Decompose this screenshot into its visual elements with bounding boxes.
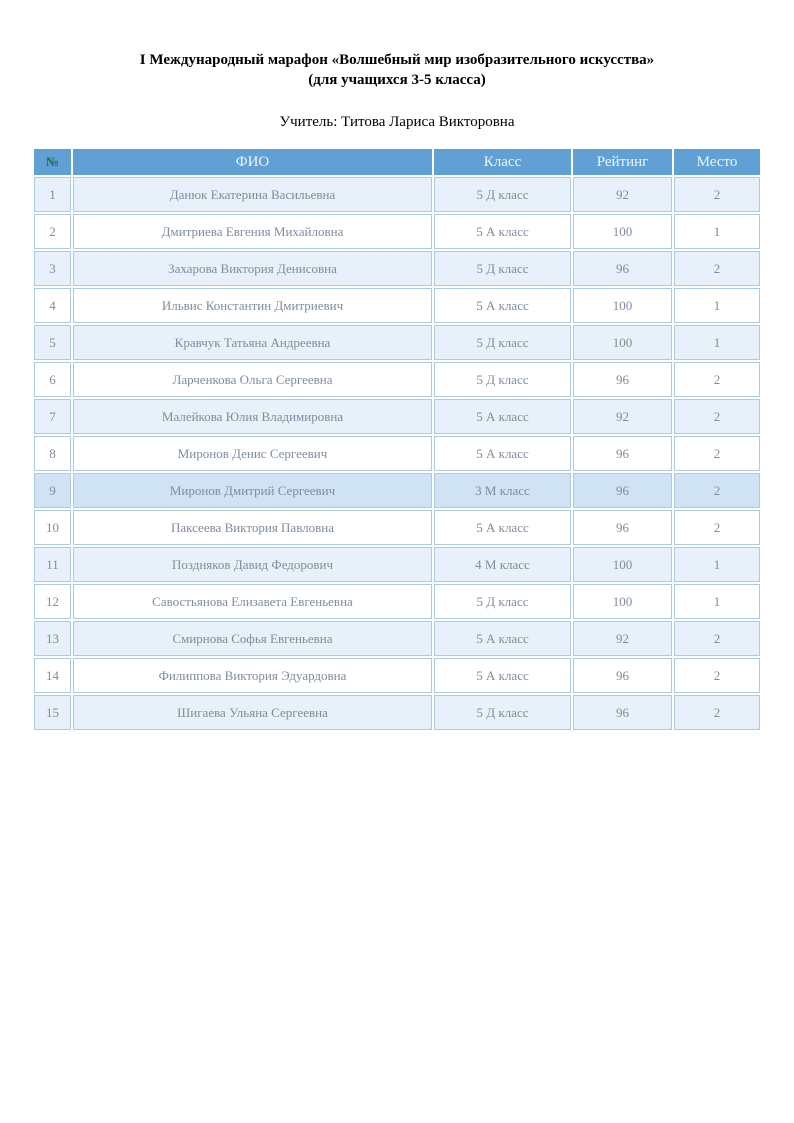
place-cell: 2 xyxy=(674,362,760,397)
student-name-cell: Филиппова Виктория Эдуардовна xyxy=(73,658,432,693)
student-name-cell: Шигаева Ульяна Сергеевна xyxy=(73,695,432,730)
table-row xyxy=(34,362,760,397)
student-name-cell: Данюк Екатерина Васильевна xyxy=(73,177,432,212)
rating-cell: 96 xyxy=(573,510,672,545)
table-row xyxy=(34,177,760,212)
table-row xyxy=(34,251,760,286)
rating-cell: 96 xyxy=(573,251,672,286)
row-number-cell: 2 xyxy=(34,214,71,249)
rating-cell: 92 xyxy=(573,177,672,212)
table-row xyxy=(34,436,760,471)
place-cell: 2 xyxy=(674,695,760,730)
class-cell: 5 Д класс xyxy=(434,362,571,397)
student-name-cell: Кравчук Татьяна Андреевна xyxy=(73,325,432,360)
place-cell: 1 xyxy=(674,547,760,582)
student-name-cell: Ильвис Константин Дмитриевич xyxy=(73,288,432,323)
place-cell: 2 xyxy=(674,621,760,656)
row-number-cell: 9 xyxy=(34,473,71,508)
student-name-cell: Савостьянова Елизавета Евгеньевна xyxy=(73,584,432,619)
student-name-cell: Миронов Денис Сергеевич xyxy=(73,436,432,471)
class-cell: 4 М класс xyxy=(434,547,571,582)
place-cell: 2 xyxy=(674,436,760,471)
title-line-1: I Международный марафон «Волшебный мир изобразительного искусства» xyxy=(139,52,655,68)
class-cell: 5 А класс xyxy=(434,436,571,471)
row-number-cell: 10 xyxy=(34,510,71,545)
class-cell: 5 Д класс xyxy=(434,177,571,212)
results-table-body xyxy=(34,177,760,730)
place-cell: 1 xyxy=(674,288,760,323)
student-name-cell: Смирнова Софья Евгеньевна xyxy=(73,621,432,656)
class-cell: 5 Д класс xyxy=(434,251,571,286)
class-cell: 5 Д класс xyxy=(434,584,571,619)
document-title xyxy=(0,0,794,90)
student-name-cell: Поздняков Давид Федорович xyxy=(73,547,432,582)
rating-cell: 96 xyxy=(573,473,672,508)
row-number-cell: 14 xyxy=(34,658,71,693)
rating-cell: 92 xyxy=(573,621,672,656)
table-row xyxy=(34,214,760,249)
row-number-cell: 8 xyxy=(34,436,71,471)
student-name-cell: Миронов Дмитрий Сергеевич xyxy=(73,473,432,508)
class-cell: 5 Д класс xyxy=(434,695,571,730)
class-cell: 5 А класс xyxy=(434,214,571,249)
table-row xyxy=(34,510,760,545)
class-cell: 5 А класс xyxy=(434,621,571,656)
class-cell: 5 А класс xyxy=(434,658,571,693)
student-name-cell: Захарова Виктория Денисовна xyxy=(73,251,432,286)
table-row xyxy=(34,399,760,434)
place-cell: 2 xyxy=(674,658,760,693)
rating-cell: 96 xyxy=(573,436,672,471)
header-cell-place: Место xyxy=(674,149,760,175)
row-number-cell: 6 xyxy=(34,362,71,397)
header-cell-name: ФИО xyxy=(73,149,432,175)
row-number-cell: 15 xyxy=(34,695,71,730)
place-cell: 2 xyxy=(674,399,760,434)
place-cell: 2 xyxy=(674,510,760,545)
class-cell: 5 А класс xyxy=(434,288,571,323)
rating-cell: 100 xyxy=(573,547,672,582)
table-row xyxy=(34,658,760,693)
rating-cell: 92 xyxy=(573,399,672,434)
student-name-cell: Дмитриева Евгения Михайловна xyxy=(73,214,432,249)
class-cell: 5 Д класс xyxy=(434,325,571,360)
rating-cell: 100 xyxy=(573,325,672,360)
header-cell-class: Класс xyxy=(434,149,571,175)
teacher-line: Учитель: Титова Лариса Викторовна xyxy=(279,114,515,130)
results-table xyxy=(32,147,762,732)
place-cell: 1 xyxy=(674,214,760,249)
rating-cell: 100 xyxy=(573,288,672,323)
row-number-cell: 5 xyxy=(34,325,71,360)
table-row xyxy=(34,584,760,619)
place-cell: 2 xyxy=(674,177,760,212)
rating-cell: 100 xyxy=(573,584,672,619)
table-row xyxy=(34,621,760,656)
rating-cell: 96 xyxy=(573,658,672,693)
rating-cell: 96 xyxy=(573,695,672,730)
table-header-row xyxy=(34,149,760,175)
table-row xyxy=(34,325,760,360)
table-row xyxy=(34,288,760,323)
class-cell: 5 А класс xyxy=(434,510,571,545)
student-name-cell: Паксеева Виктория Павловна xyxy=(73,510,432,545)
table-row xyxy=(34,547,760,582)
row-number-cell: 12 xyxy=(34,584,71,619)
row-number-cell: 7 xyxy=(34,399,71,434)
table-row xyxy=(34,473,760,508)
table-row xyxy=(34,695,760,730)
rating-cell: 96 xyxy=(573,362,672,397)
class-cell: 3 М класс xyxy=(434,473,571,508)
row-number-cell: 3 xyxy=(34,251,71,286)
row-number-cell: 4 xyxy=(34,288,71,323)
student-name-cell: Ларченкова Ольга Сергеевна xyxy=(73,362,432,397)
place-cell: 1 xyxy=(674,584,760,619)
row-number-cell: 1 xyxy=(34,177,71,212)
header-cell-rating: Рейтинг xyxy=(573,149,672,175)
title-line-2: (для учащихся 3-5 класса) xyxy=(308,72,486,88)
place-cell: 2 xyxy=(674,251,760,286)
place-cell: 1 xyxy=(674,325,760,360)
header-cell-number: № xyxy=(34,149,71,175)
rating-cell: 100 xyxy=(573,214,672,249)
row-number-cell: 13 xyxy=(34,621,71,656)
row-number-cell: 11 xyxy=(34,547,71,582)
place-cell: 2 xyxy=(674,473,760,508)
class-cell: 5 А класс xyxy=(434,399,571,434)
student-name-cell: Малейкова Юлия Владимировна xyxy=(73,399,432,434)
